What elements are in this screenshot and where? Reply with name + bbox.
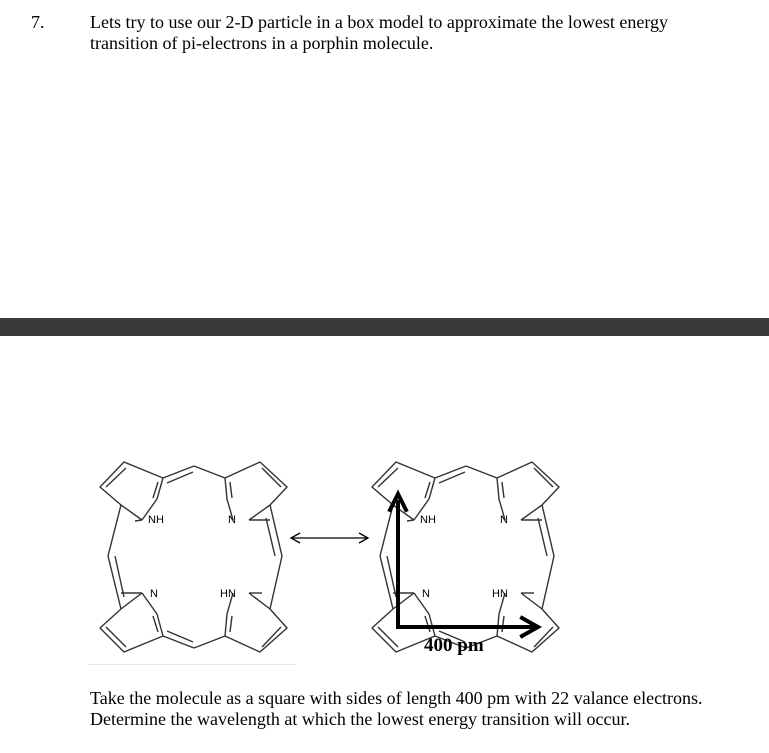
question-number: 7.: [31, 12, 45, 32]
instructions-line-2: Determine the wavelength at which the lowest energy transition will occur.: [90, 709, 631, 729]
porphin-diagram: [0, 440, 769, 680]
label-hn-right: HN: [492, 588, 508, 600]
scale-arrows: [390, 494, 538, 636]
label-n-bottom-left: N: [150, 588, 158, 600]
scale-label: 400 pm: [424, 635, 484, 656]
label-hn-left: HN: [220, 588, 236, 600]
label-nh-left: NH: [148, 514, 164, 526]
label-nh-right: NH: [420, 514, 436, 526]
resonance-arrow: [291, 533, 368, 543]
question-line-2: transition of pi-electrons in a porphin molecule.: [90, 33, 434, 53]
instructions-text: [90, 688, 760, 730]
porphin-structure-left: [100, 462, 287, 652]
label-n-top-right: N: [500, 514, 508, 526]
label-n-top-left: N: [228, 514, 236, 526]
label-n-bottom-right: N: [422, 588, 430, 600]
faint-separator: [88, 664, 296, 665]
question-text: [90, 12, 750, 54]
instructions-line-1: Take the molecule as a square with sides of length 400 pm with 22 valance electrons.: [90, 688, 703, 708]
divider-bar: [0, 318, 769, 336]
question-line-1: Lets try to use our 2-D particle in a box model to approximate the lowest energy: [90, 12, 669, 32]
